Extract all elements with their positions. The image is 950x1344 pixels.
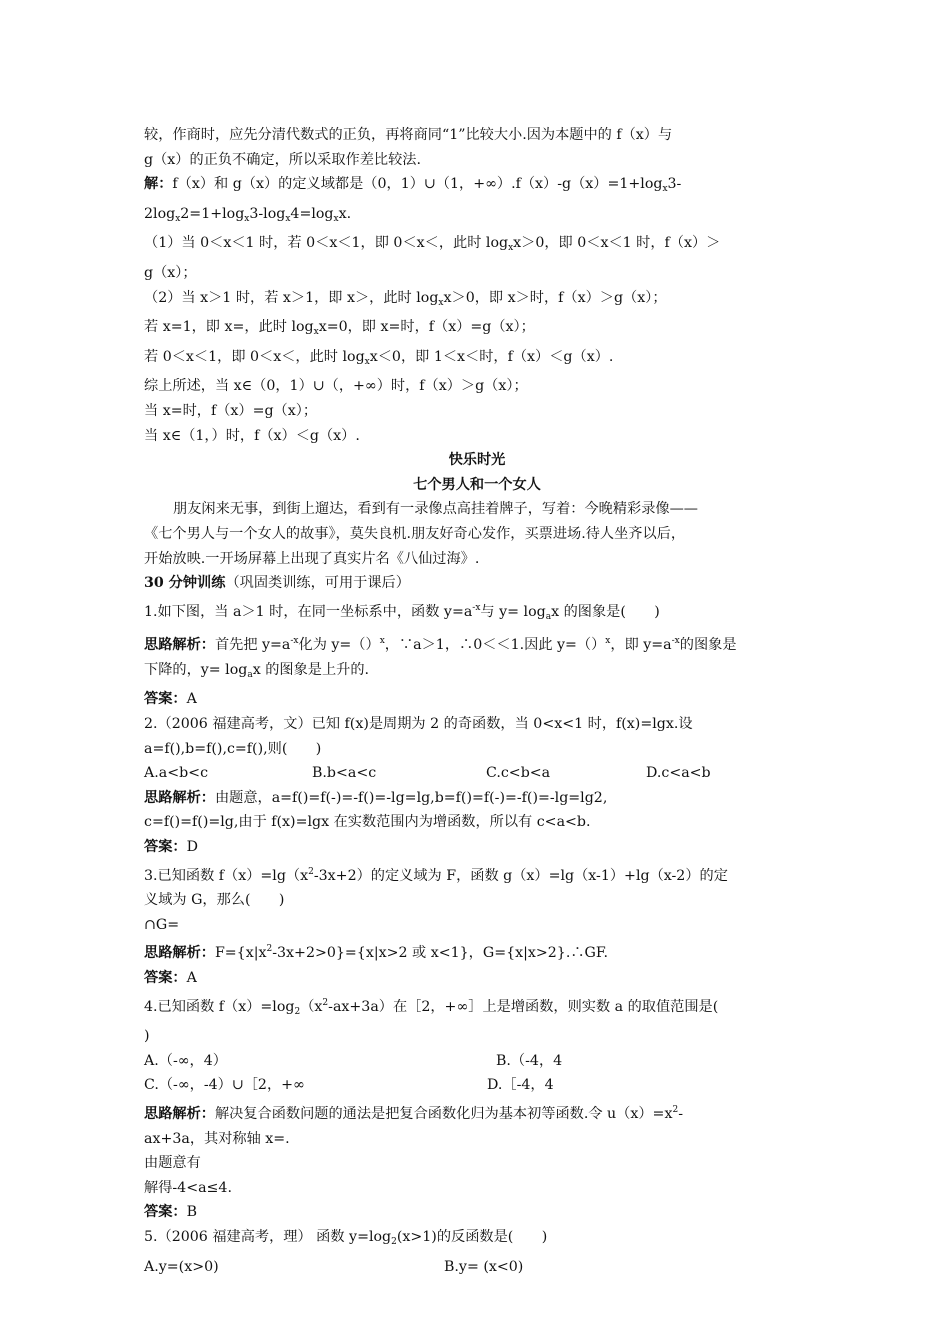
q2-stem-1: 2.（2006 福建高考，文）已知 f(x)是周期为 2 的奇函数，当 0<x<1 时，f(x)=lgx.设 (144, 716, 693, 733)
q4-option-d: D.［-4，4 (487, 1077, 554, 1094)
intro-line-2: g（x）的正负不确定，所以采取作差比较法. (144, 151, 421, 168)
story-line-2: 《七个男人与一个女人的故事》，莫失良机.朋友好奇心发作，买票进场.待人坐齐以后， (144, 525, 686, 542)
q4-analysis-4: 解得-4<a≤4. (144, 1179, 232, 1196)
solution-case-1-cont: g（x）； (144, 264, 197, 281)
q4-stem-2: ) (144, 1028, 150, 1045)
solution-case-2: （2）当 x＞1 时，若 x＞1，即 x＞，此时 $\log_xx>0$，即 x＞时，f（x）＞g（x）； (144, 289, 667, 308)
solution-case-4: 若 0＜x＜1，即 0＜x＜，此时 $\log_xx<0$，即 1＜x＜时，f（x）＜g（x）. (144, 348, 614, 367)
q2-option-c: C.c<b<a (486, 765, 551, 782)
q1-answer: 答案：A (144, 691, 197, 708)
q4-answer: 答案：B (144, 1204, 198, 1221)
intro-line-1: 较，作商时，应先分清代数式的正负，再将商同“1”比较大小.因为本题中的 f（x）与 (144, 127, 673, 143)
q2-analysis-2: c=f()=f()=lg,由于 f(x)=lgx 在实数范围内为增函数，所以有 c<a<b. (144, 814, 591, 831)
q5-options (144, 1255, 810, 1280)
q5-option-b: B.y= (x<0) (444, 1258, 524, 1275)
solution-line-1: 解：f（x）和 g（x）的定义域都是（0，1）∪（1，$+\infty).f(x)-g(x)=1+\log_x3-$ (144, 176, 682, 195)
q2-analysis-1: 思路解析：由题意，a=f()=f(-)=-f()=-lg=lg,b=f()=f(-)=-f()=-lg=lg2, (144, 789, 608, 806)
q1-analysis-2: 下降的，$y= \log_ax$ 的图象是上升的. (144, 661, 370, 680)
story-line-1: 朋友闲来无事，到街上遛达，看到有一录像点高挂着牌子，写着：今晚精彩录像—— (173, 501, 698, 518)
solution-summary-2: 当 x=时，f（x）=g（x）； (144, 402, 318, 419)
q1-stem: 1.如下图，当 a＞1 时，在同一坐标系中，函数 $y=a^{-x}$与 $y= \log_ax$ 的图象是( ) (144, 602, 660, 622)
q4-option-c: C.（-∞，-4）∪［2，+∞ (144, 1077, 305, 1094)
q4-option-a: A.（-∞，4） (144, 1052, 227, 1069)
q3-analysis: 思路解析：$F=\{x|x^2-3x+2>0\}=\{x|x>2$ 或 x<1}，G={x|x>2}.∴GF. (144, 944, 609, 962)
story-title: 七个男人和一个女人 (413, 476, 541, 493)
solution-summary-3: 当 x∈（1，）时，f（x）＜g（x）. (144, 427, 360, 444)
training-heading: 30 分钟训练（巩固类训练，可用于课后） (144, 575, 410, 592)
q4-options-1 (144, 1049, 810, 1074)
q3-stem-3: ∩G= (144, 916, 180, 933)
solution-summary-1: 综上所述，当 x∈（0，1）∪（，+∞）时，f（x）＞g（x）； (144, 378, 528, 395)
solution-case-3: 若 x=1，即 x=，此时 $\log_xx=0$，即 x=时，f（x）=g（x）； (144, 319, 535, 338)
document-page (144, 123, 810, 1279)
solution-label: 解： (144, 176, 173, 193)
q2-option-d: D.c<a<b (646, 765, 711, 782)
q5-stem: 5.（2006 福建高考，理） 函数 $y=\log_2(x>1)$的反函数是( ) (144, 1228, 548, 1247)
solution-case-1: （1）当 0＜x＜1 时，若 0＜x＜1，即 0＜x＜，此时 $\log_xx>0$，即 0＜x＜1 时，f（x）＞ (144, 235, 721, 254)
q1-analysis-1: 思路解析：首先把 $y=a^{-x}$化为 y=（）$^x$，∵a＞1，∴0＜＜1.因此 y=（）$^x$，即 $y=a^{-x}$的图象是 (144, 636, 737, 654)
q2-option-b: B.b<a<c (312, 765, 377, 782)
q4-analysis-3: 由题意有 (144, 1155, 201, 1172)
q3-answer: 答案：A (144, 970, 197, 986)
q4-analysis-2: ax+3a，其对称轴 x=. (144, 1130, 290, 1147)
q5-option-a: A.y=(x>0) (144, 1258, 219, 1275)
q2-options (144, 761, 810, 786)
q2-option-a: A.a<b<c (144, 765, 209, 782)
q4-option-b: B.（-4，4 (496, 1052, 563, 1069)
q2-answer: 答案：D (144, 839, 198, 856)
q3-stem-2: 义域为 G，那么( ) (144, 892, 285, 909)
q4-stem-1: 4.已知函数 $f(x)=\log_2(x^2-ax+3a)$在［2，+∞］上是增函数，则实数 a 的取值范围是( (144, 997, 719, 1017)
q3-stem-1: 3.已知函数 $f(x)=\lg(x^2-3x+2)$的定义域为 F，函数 g（x）=lg（x-1）+lg（x-2）的定 (144, 866, 728, 884)
q4-options-2 (144, 1073, 810, 1098)
story-line-3: 开始放映.一开场屏幕上出现了真实片名《八仙过海》. (144, 550, 480, 567)
story-heading: 快乐时光 (448, 452, 506, 469)
q4-analysis-1: 思路解析：解决复合函数问题的通法是把复合函数化归为基本初等函数.令 $u(x)=x^2-$ (144, 1104, 683, 1122)
q2-stem-2: a=f(),b=f(),c=f(),则( ) (144, 740, 322, 757)
solution-line-2: $2\log_x2=1+\log_x3-\log_x4=\log_xx$. (144, 205, 352, 224)
